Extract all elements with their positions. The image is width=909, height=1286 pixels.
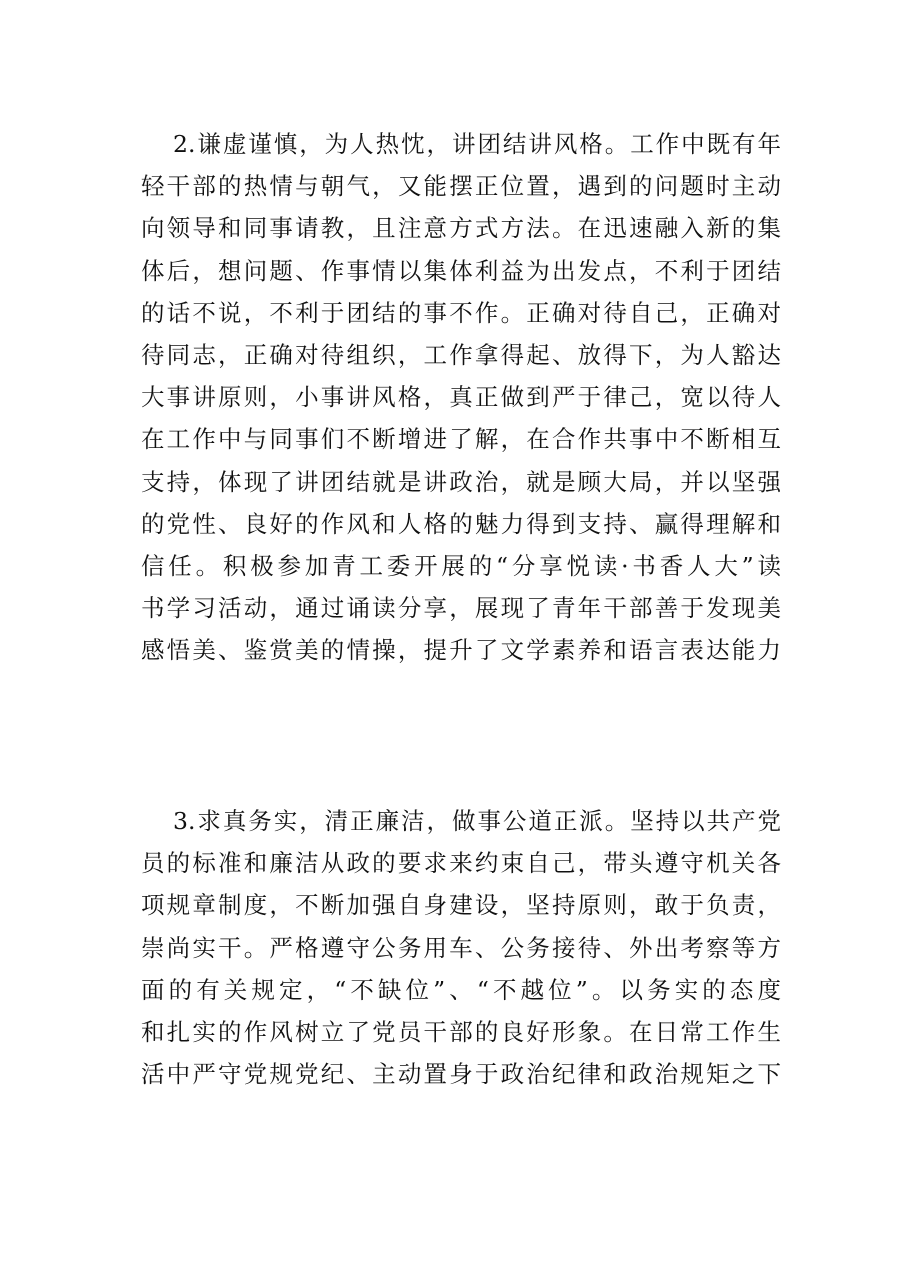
text-line: 轻干部的热情与朝气，又能摆正位置，遇到的问题时主动 <box>141 172 781 201</box>
text-line: 2.谦虚谨慎，为人热忱，讲团结讲风格。工作中既有年 <box>173 130 781 158</box>
text-line: 书学习活动，通过诵读分享，展现了青年干部善于发现美 <box>141 594 781 623</box>
text-line: 的党性、良好的作风和人格的魅力得到支持、赢得理解和 <box>141 509 781 538</box>
text-line: 感悟美、鉴赏美的情操，提升了文学素养和语言表达能力 <box>141 636 781 665</box>
text-line: 向领导和同事请教，且注意方式方法。在迅速融入新的集 <box>141 214 781 243</box>
text-line: 在工作中与同事们不断增进了解，在合作共事中不断相互 <box>141 425 781 454</box>
text-line: 活中严守党规党纪、主动置身于政治纪律和政治规矩之下 <box>141 1060 781 1089</box>
text-line: 信任。积极参加青工委开展的“分享悦读·书香人大”读 <box>141 551 781 580</box>
text-line: 待同志，正确对待组织，工作拿得起、放得下，为人豁达 <box>141 340 781 369</box>
text-line: 和扎实的作风树立了党员干部的良好形象。在日常工作生 <box>141 1017 781 1046</box>
text-line: 体后，想问题、作事情以集体利益为出发点，不利于团结 <box>141 256 781 285</box>
text-line: 员的标准和廉洁从政的要求来约束自己，带头遵守机关各 <box>141 849 781 878</box>
text-line: 支持，体现了讲团结就是讲政治，就是顾大局，并以坚强 <box>141 467 781 496</box>
text-line: 大事讲原则，小事讲风格，真正做到严于律己，宽以待人 <box>141 383 781 412</box>
paragraph-2 <box>141 123 781 671</box>
paragraph-3 <box>141 800 781 1095</box>
text-line: 的话不说，不利于团结的事不作。正确对待自己，正确对 <box>141 298 781 327</box>
text-line: 面的有关规定，“不缺位”、“不越位”。以务实的态度 <box>141 975 781 1004</box>
text-line: 3.求真务实，清正廉洁，做事公道正派。坚持以共产党 <box>173 807 781 835</box>
text-line: 项规章制度，不断加强自身建设，坚持原则，敢于负责， <box>141 891 781 920</box>
text-line: 崇尚实干。严格遵守公务用车、公务接待、外出考察等方 <box>141 933 781 962</box>
